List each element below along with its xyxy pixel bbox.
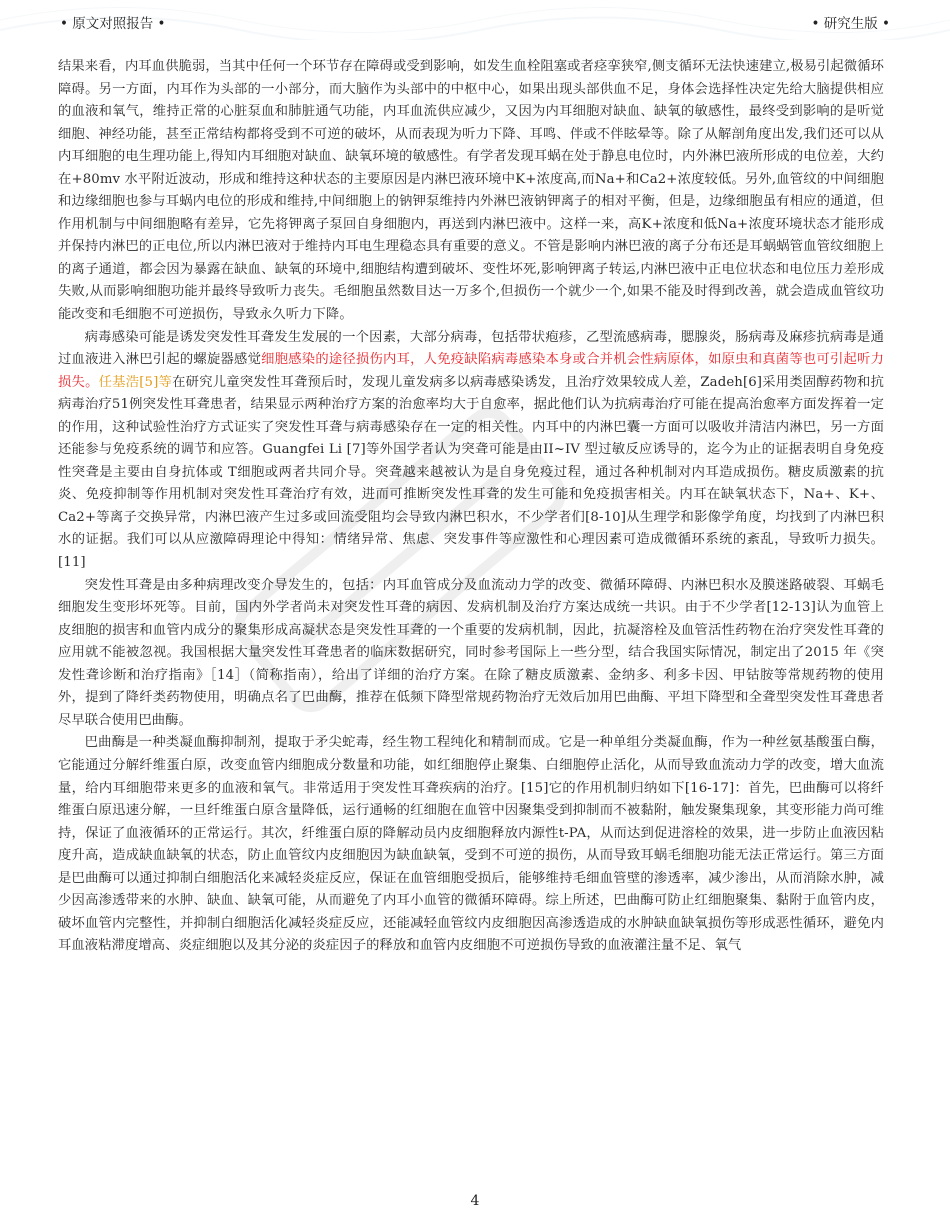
matched-text-orange: 任基浩[5]等 <box>98 374 173 390</box>
header-edition-label: • 研究生版 • <box>811 16 890 32</box>
paragraph-viral-text-a: 病毒感染可能是诱发突发性耳聋发生发展的一个因素，大部分病毒，包括带状疱疹，乙型流感病毒，腮腺炎，肠病毒及麻疹抗病毒是通过血液进入淋巴引起的螺旋器感觉 <box>58 329 884 368</box>
header-report-title: • 原文对照报告 • <box>60 16 166 32</box>
matched-text-red: 细胞感染的途径损伤内耳，人免疫缺陷病毒感染本身或合并机会性病原体，如原虫和真菌等也可引起听力损失。 <box>58 352 884 390</box>
page-header <box>60 12 890 30</box>
paragraph-batroxobin: 巴曲酶是一种类凝血酶抑制剂，提取于矛尖蛇毒，经生物工程纯化和精制而成。它是一种单组分类凝血酶，作为一种丝氨基酸蛋白酶，它能通过分解纤维蛋白原，改变血管内细胞成分数量和功能，如红细胞停止聚集、白细胞停止活化，从而导致血流动力学的改变，增大血流量，给内耳细胞带来更多的血液和氧气。非常适用于突发性耳聋疾病的治疗。[15]它的作用机制归纳如下[16-17]：首先，巴曲酶可以将纤维蛋白原迅速分解，一旦纤维蛋白原含量降低，运行通畅的红细胞在血管中因聚集受到抑制而不被黏附，触发聚集现象，其变形能力尚可维持，保证了血液循环的正常运行。其次，纤维蛋白原的降解动员内皮细胞释放内源性t-PA，从而达到促进溶栓的效果，进一步防止血液因粘度升高，造成缺血缺氧的状态，防止血管纹内皮细胞因为缺血缺氧，受到不可逆的损伤，从而导致耳蜗毛细胞功能无法正常运行。第三方面是巴曲酶可以通过抑制白细胞活化来减轻炎症反应，保证在血管细胞受损后，能够维持毛细血管壁的渗透率，减少渗出，从而消除水肿，减少因高渗透带来的水肿、缺血、缺氧可能，从而避免了内耳小血管的微循环障碍。综上所述，巴曲酶可防止红细胞聚集、黏附于血管内皮，破坏血管内完整性，并抑制白细胞活化减轻炎症反应，还能减轻血管纹内皮细胞因高渗透造成的水肿缺血缺氧损伤等形成恶性循环，避免内耳血液粘滞度增高、炎症细胞以及其分泌的炎症因子的释放和血管内皮细胞不可逆损伤导致的血液灌注量不足、氧气 <box>58 735 884 954</box>
page-number: 4 <box>470 1193 480 1209</box>
paragraph-viral-infection <box>58 327 884 575</box>
paragraph-pathology: 突发性耳聋是由多种病理改变介导发生的，包括：内耳血管成分及血流动力学的改变、微循环障碍、内淋巴积水及膜迷路破裂、耳蜗毛细胞发生变形坏死等。目前，国内外学者尚未对突发性耳聋的病因、发病机制及治疗方案达成统一共识。由于不少学者[12-13]认为血管上皮细胞的损害和血管内成分的聚集形成高凝状态是突发性耳聋的一个重要的发病机制，因此，抗凝溶栓及血管活性药物在治疗突发性耳聋的应用就不能被忽视。我国根据大量突发性耳聋患者的临床数据研究，同时参考国际上一些分型，结合我国实际情况，制定出了2015 年《突发性聋诊断和治疗指南》［14］（简称指南），给出了详细的治疗方案。在除了糖皮质激素、金纳多、利多卡因、甲钴胺等常规药物的使用外，提到了降纤类药物使用，明确点名了巴曲酶，推荐在低频下降型常规药物治疗无效后加用巴曲酶、平坦下降型和全聋型突发性耳聋患者尽早联合使用巴曲酶。 <box>58 577 884 728</box>
paragraph-inner-ear-blood-supply: 结果来看，内耳血供脆弱，当其中任何一个环节存在障碍或受到影响，如发生血栓阻塞或者痉挛狭窄,侧支循环无法快速建立,极易引起微循环障碍。另一方面，内耳作为头部的一小部分，而大脑作为头部中的中枢中心，如果出现头部供血不足，身体会选择性决定先给大脑提供相应的血液和氧气，维持正常的心脏泵血和肺脏通气功能，内耳血流供应减少，又因为内耳细胞对缺血、缺氧的敏感性，最终受到影响的是听觉细胞、神经功能，甚至正常结构都将受到不可逆的破坏，从而表现为听力下降、耳鸣、伴或不伴眩晕等。除了从解剖角度出发,我们还可以从内耳细胞的电生理功能上,得知内耳细胞对缺血、缺氧环境的敏感性。有学者发现耳蜗在处于静息电位时，内外淋巴液所形成的电位差，大约在+80mv 水平附近波动，形成和维持这种状态的主要原因是内淋巴液环境中K+浓度高,而Na+和Ca2+浓度较低。另外,血管纹的中间细胞和边缘细胞也参与耳蜗内电位的形成和维持,中间细胞上的钠钾泵维持内外淋巴液钠钾离子的相对平衡，但是，边缘细胞虽有相应的通道，但作用机制与中间细胞略有差异，它先将钾离子泵回自身细胞内，再送到内淋巴液中。这样一来，高K+浓度和低Na+浓度环境状态才能形成并保持内淋巴的正电位,所以内淋巴液对于维持内耳电生理稳态具有重要的意义。不管是影响内淋巴液的离子分布还是耳蜗蜗管血管纹细胞上的离子通道，都会因为暴露在缺血、缺氧的环境中,细胞结构遭到破坏、变性坏死,影响钾离子转运,内淋巴液中正电位状态和电位压力差形成失败,从而影响细胞功能并最终导致听力丧失。毛细胞虽然数目达一万多个,但损伤一个就少一个,如果不能及时得到改善，就会造成血管纹功能改变和毛细胞不可逆损伤，导致永久听力下降。 <box>58 59 884 323</box>
paragraph-viral-text-b: 在研究儿童突发性耳聋预后时，发现儿童发病多以病毒感染诱发，且治疗效果较成人差，Zadeh[6]采用类固醇药物和抗病毒治疗51例突发性耳聋患者，结果显示两种治疗方案的治愈率均大于自愈率，据此他们认为抗病毒治疗可能在提高治愈率方面发挥着一定的作用，这种试验性治疗方式证实了突发性耳聋与病毒感染存在一定的相关性。内耳中的内淋巴囊一方面可以吸收并清洁内淋巴，另一方面还能参与免疫系统的调节和应答。Guangfei Li [7]等外国学者认为突聋可能是由II~IV 型过敏反应诱导的，迄今为止的证据表明自身免疫性突聋是主要由自身抗体或 T细胞或两者共同介导。突聋越来越被认为是自身免疫过程，通过各种机制对内耳造成损伤。糖皮质激素的抗炎、免疫抑制等作用机制对突发性耳聋治疗有效，进而可推断突发性耳聋的发生可能和免疫损害相关。内耳在缺氧状态下，Na+、K+、Ca2+等离子交换异常，内淋巴液产生过多或回流受阻均会导致内淋巴积水，不少学者们[8-10]从生理学和影像学角度，均找到了内淋巴积水的证据。我们可以从应激障碍理论中得知：情绪异常、焦虑、突发事件等应激性和心理因素可造成微循环系统的紊乱，导致听力损失。[11] <box>58 374 884 571</box>
report-body <box>58 56 884 958</box>
